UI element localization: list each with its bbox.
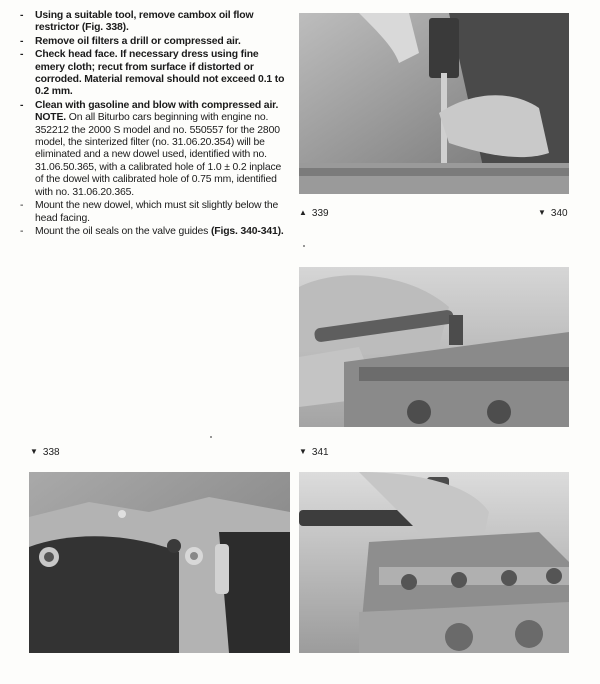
instruction-list	[18, 10, 290, 239]
figure-number: 339	[311, 208, 329, 219]
figure-341-image	[299, 472, 569, 653]
instruction-item	[18, 200, 290, 225]
figure-338-caption	[30, 447, 60, 458]
note-label: NOTE.	[35, 112, 67, 124]
figure-340-photo	[299, 267, 569, 427]
instruction-item	[18, 100, 290, 199]
figure-reference: (Figs. 340-341).	[210, 225, 284, 237]
figure-number: 340	[550, 208, 568, 219]
instruction-item	[18, 10, 290, 35]
figure-338-image	[29, 472, 290, 653]
list-dash: -	[20, 10, 24, 21]
figure-341-caption	[299, 447, 329, 458]
figure-338-photo	[29, 472, 290, 653]
scan-speck	[303, 245, 305, 247]
instruction-item	[18, 226, 290, 238]
list-dash: -	[20, 49, 24, 61]
figure-340-image	[299, 267, 569, 427]
figure-340-caption	[538, 208, 568, 219]
instruction-text: Using a suitable tool, remove cambox oil flow restrictor (Fig. 338).	[35, 10, 254, 34]
instruction-item	[18, 36, 290, 48]
list-dash: -	[20, 200, 24, 212]
scan-speck	[210, 436, 212, 438]
triangle-down-icon: ▼	[299, 447, 307, 456]
figure-339-image	[299, 13, 569, 194]
list-dash: -	[20, 99, 24, 111]
triangle-down-icon: ▼	[30, 447, 38, 456]
note-block	[35, 112, 281, 197]
triangle-down-icon: ▼	[538, 208, 546, 217]
figure-341-photo	[299, 472, 569, 653]
instruction-text: Mount the oil seals on the valve guides	[35, 225, 209, 237]
instruction-text: Check head face. If necessary dress using fine emery cloth; recut from surface if distorted or corroded. Material removal should not exceed 0.1 to 0.2 mm.	[35, 49, 285, 98]
triangle-up-icon: ▲	[299, 208, 307, 217]
instruction-text: Clean with gasoline and blow with compressed air.	[35, 99, 279, 111]
instruction-text: Mount the new dowel, which must sit slightly below the head facing.	[35, 200, 279, 224]
figure-339-caption	[299, 208, 329, 219]
note-text: On all Biturbo cars beginning with engine no. 352212 the 2000 S model and no. 550557 for the 2800 model, the sinterized filter (no. 31.06.20.354) will be eliminated and a new dowel used, identified with no. 31.06.50.365, with a calibrated hole of 1.0 ± 0.2 inplace of the dowel with calibrated hole of 0.75 mm, identified with no. 31.06.20.365.	[35, 112, 282, 198]
list-dash: -	[20, 225, 24, 237]
instruction-item	[18, 49, 290, 99]
figure-number: 338	[42, 447, 60, 458]
figure-339-photo	[299, 13, 569, 194]
figure-number: 341	[311, 447, 329, 458]
instruction-text: Remove oil filters a drill or compressed air.	[35, 35, 241, 47]
list-dash: -	[20, 35, 24, 47]
